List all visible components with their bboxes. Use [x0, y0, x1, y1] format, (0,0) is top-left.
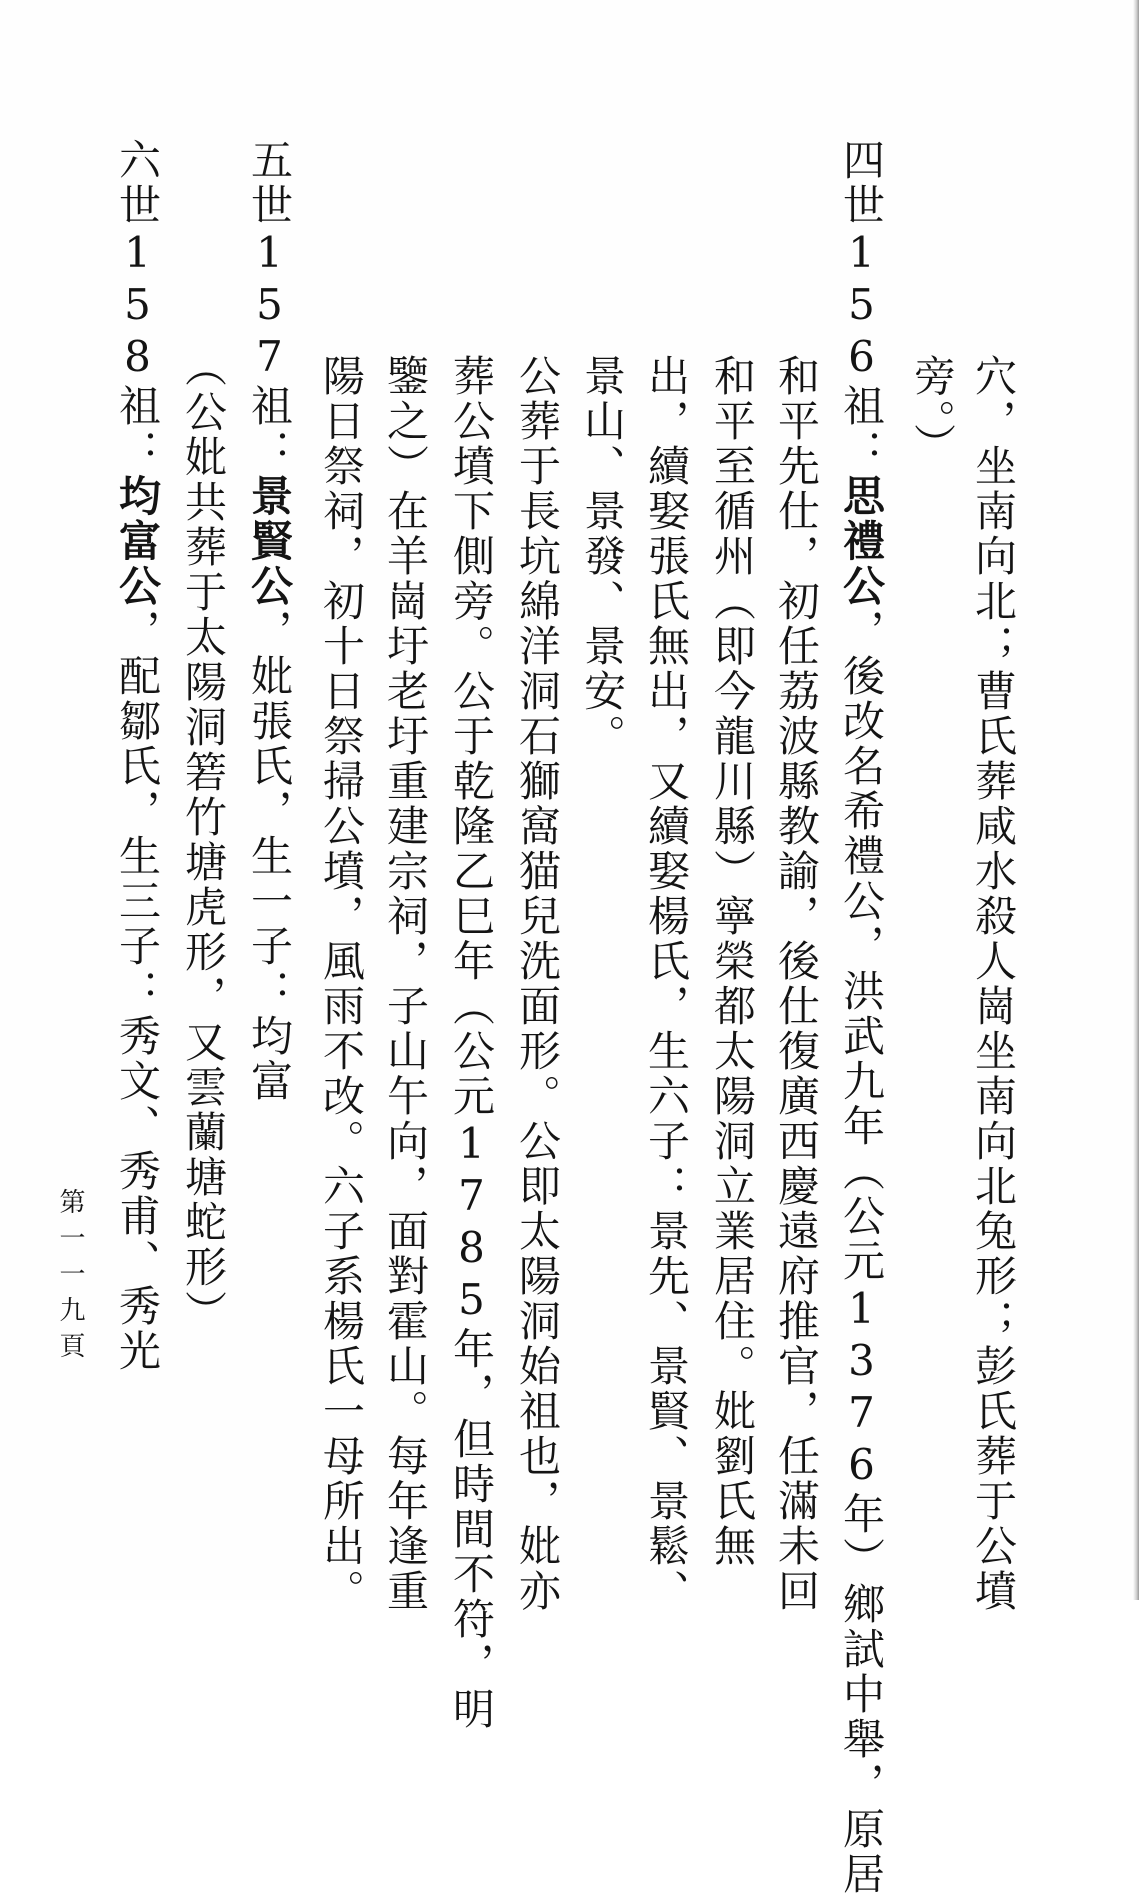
ancestor-name: 思禮公: [837, 474, 886, 609]
text-column-13: [179, 345, 228, 1335]
generation-label: 五世157祖：: [245, 138, 294, 474]
text-column-1: [969, 354, 1018, 1614]
column-text: ，配鄒氏，生三子：秀文、秀甫、秀光: [113, 609, 162, 1374]
entry-fourth-generation: [837, 138, 886, 1897]
text-column-5: [708, 354, 757, 1569]
column-text: 景山、景發、景安。: [578, 354, 627, 759]
text-column-11: [317, 354, 366, 1614]
column-text: 和平先仕，初任荔波縣教諭，後仕復廣西慶遠府推官，任滿未回: [772, 354, 821, 1614]
entry-fifth-generation: [245, 138, 294, 1104]
column-text: ，妣張氏，生一子：均富: [245, 609, 294, 1104]
text-column-9: [447, 354, 496, 1732]
text-column-6: [642, 354, 691, 1614]
column-text: 陽日祭祠，初十日祭掃公墳，風雨不改。六子系楊氏一母所出。: [317, 354, 366, 1614]
column-text: ，後改名希禮公，洪武九年（公元1376年）鄉試中舉，原居: [837, 609, 886, 1897]
text-column-7: [578, 354, 627, 759]
text-column-8: [513, 354, 562, 1614]
entry-sixth-generation: [113, 138, 162, 1374]
ancestor-name: 均富公: [113, 474, 162, 609]
generation-label: 四世156祖：: [837, 138, 886, 474]
page-binding-edge: [1133, 0, 1139, 1600]
column-text: 出，續娶張氏無出，又續娶楊氏，生六子：景先、景賢、景鬆、: [642, 354, 691, 1614]
column-text: 葬公墳下側旁。公于乾隆乙巳年（公元1785年，但時間不符，明: [447, 354, 496, 1732]
text-column-4: [772, 354, 821, 1614]
column-text: 穴，坐南向北；曹氏葬咸水殺人崗坐南向北兔形；彭氏葬于公墳: [969, 354, 1018, 1614]
column-text: 旁。）: [908, 354, 957, 468]
column-text: 和平至循州（即今龍川縣）寧榮都太陽洞立業居住。妣劉氏無: [708, 354, 757, 1569]
column-text: （公妣共葬于太陽洞箬竹塘虎形，又雲蘭塘蛇形）: [179, 345, 228, 1335]
text-column-10: [381, 354, 430, 1614]
generation-label: 六世158祖：: [113, 138, 162, 474]
page-number: 第一一九頁: [55, 1188, 85, 1368]
column-text: 公葬于長坑綿洋洞石獅窩猫兒洗面形。公即太陽洞始祖也，妣亦: [513, 354, 562, 1614]
text-column-2: [908, 354, 957, 468]
column-text: 鑒之）在羊崗圩老圩重建宗祠，子山午向，面對霍山。每年逢重: [381, 354, 430, 1614]
ancestor-name: 景賢公: [245, 474, 294, 609]
